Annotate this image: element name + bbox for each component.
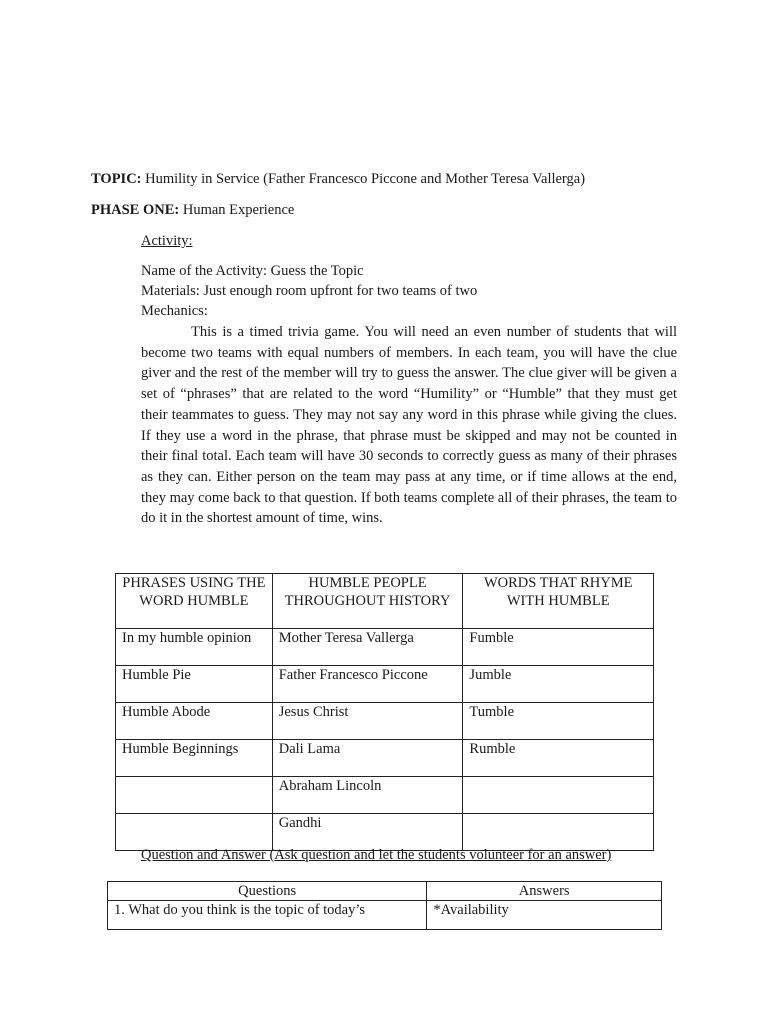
qa-heading: Question and Answer (Ask question and let the students volunteer for an answer) — [141, 847, 612, 863]
mechanics-label: Mechanics: — [141, 303, 208, 319]
humble-table-header-row — [116, 574, 654, 629]
mechanics-paragraph — [141, 322, 677, 529]
table-cell: Fumble — [463, 629, 654, 666]
topic-text: Humility in Service (Father Francesco Piccone and Mother Teresa Vallerga) — [145, 171, 586, 187]
humble-table — [115, 573, 654, 851]
table-header-cell: Questions — [108, 882, 427, 901]
table-row — [116, 703, 654, 740]
table-header-cell: WORDS THAT RHYME WITH HUMBLE — [463, 574, 654, 629]
table-cell: Humble Pie — [116, 666, 273, 703]
table-cell: In my humble opinion — [116, 629, 273, 666]
topic-line — [91, 169, 585, 189]
table-row — [116, 777, 654, 814]
table-cell: Jumble — [463, 666, 654, 703]
qa-table-header-row — [108, 882, 662, 901]
table-row — [108, 901, 662, 930]
activity-heading: Activity: — [141, 233, 193, 249]
table-cell — [116, 777, 273, 814]
table-cell — [463, 777, 654, 814]
mechanics-text: This is a timed trivia game. You will need an even number of students that will become two teams with equal numbers of members. In each team, you will have the clue giver and the rest of the member will try to guess the answer. The clue giver will be given a set of “phrases” that are related to the word “Humility” or “Humble” that they must get their teammates to guess. They may not say any word in this phrase while giving the clues. If they use a word in the phrase, that phrase must be skipped and may not be counted in their final total. Each team will have 30 seconds to correctly guess as many of their phrases as they can. Either person on the team may pass at any time, or if time allows at the end, they may come back to that question. If both teams complete all of their phrases, the team to do it in the shortest amount of time, wins. — [141, 324, 677, 527]
table-header-cell: Answers — [427, 882, 662, 901]
table-row — [116, 666, 654, 703]
table-cell: *Availability — [427, 901, 662, 930]
phase-line — [91, 200, 294, 220]
phase-label: PHASE ONE: — [91, 202, 180, 218]
table-cell: Jesus Christ — [272, 703, 463, 740]
phase-text: Human Experience — [182, 202, 295, 218]
table-header-cell: PHRASES USING THE WORD HUMBLE — [116, 574, 273, 629]
table-cell: Gandhi — [272, 814, 463, 851]
activity-name-line: Name of the Activity: Guess the Topic — [141, 263, 364, 279]
table-cell: Rumble — [463, 740, 654, 777]
table-cell: Dali Lama — [272, 740, 463, 777]
table-row — [116, 629, 654, 666]
qa-table — [107, 881, 662, 930]
table-cell: 1. What do you think is the topic of today’s — [108, 901, 427, 930]
table-cell: Father Francesco Piccone — [272, 666, 463, 703]
table-cell: Tumble — [463, 703, 654, 740]
table-cell: Humble Beginnings — [116, 740, 273, 777]
topic-label: TOPIC: — [91, 171, 142, 187]
table-cell: Abraham Lincoln — [272, 777, 463, 814]
materials-line: Materials: Just enough room upfront for two teams of two — [141, 283, 478, 299]
table-cell: Mother Teresa Vallerga — [272, 629, 463, 666]
table-header-cell: HUMBLE PEOPLE THROUGHOUT HISTORY — [272, 574, 463, 629]
table-row — [116, 740, 654, 777]
table-cell: Humble Abode — [116, 703, 273, 740]
